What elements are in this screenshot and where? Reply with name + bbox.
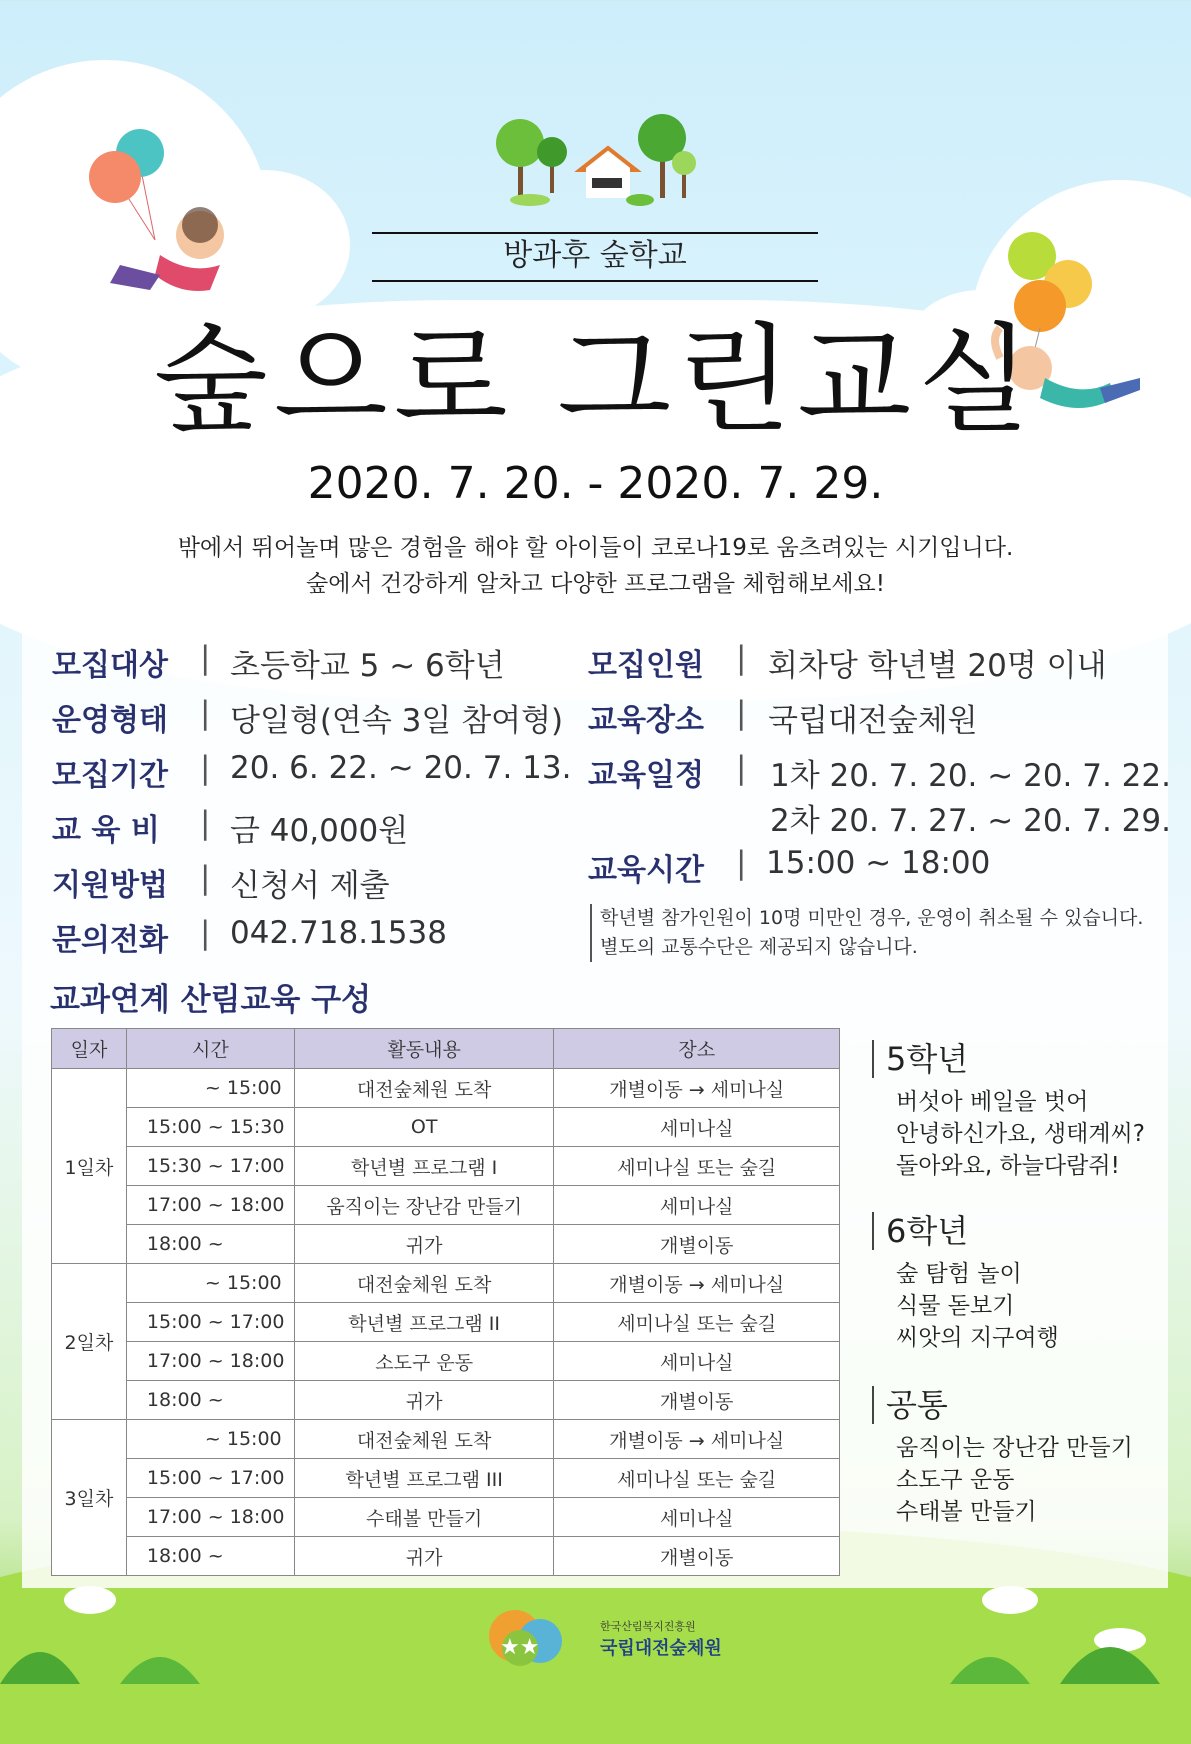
info-row — [52, 640, 572, 684]
info-value: 회차당 학년별 20명 이내 — [768, 648, 1107, 684]
info-label: 교육장소 — [588, 703, 704, 738]
divider: | — [200, 640, 211, 676]
info-label: 지원방법 — [52, 868, 168, 903]
place-cell: 세미나실 — [554, 1186, 840, 1225]
place-cell: 개별이동 → 세미나실 — [554, 1420, 840, 1459]
info-label: 교육시간 — [588, 853, 704, 888]
divider: | — [200, 915, 211, 951]
page-title: 숲으로 그린교실 — [153, 311, 1038, 449]
time-cell: 15:00 ~ 15:30 — [126, 1108, 294, 1147]
grade-title: 5학년 — [872, 1040, 1145, 1078]
table-row — [52, 1498, 840, 1537]
time-cell: 15:30 ~ 17:00 — [126, 1147, 294, 1186]
table-row — [52, 1459, 840, 1498]
table-row — [52, 1264, 840, 1303]
activity-cell: 소도구 운동 — [294, 1342, 554, 1381]
list-item: 씨앗의 지구여행 — [896, 1325, 1059, 1351]
info-row — [52, 750, 572, 793]
info-row — [588, 845, 1158, 888]
activity-cell: 대전숲체원 도착 — [294, 1069, 554, 1108]
grade-title: 공통 — [872, 1386, 1133, 1424]
info-row — [52, 805, 572, 849]
intro-line: 밖에서 뛰어놀며 많은 경험을 해야 할 아이들이 코로나19로 움츠려있는 시기입니다. — [177, 535, 1014, 561]
forest-logo-icon — [480, 1606, 580, 1666]
intro-line: 숲에서 건강하게 알차고 다양한 프로그램을 체험해보세요! — [305, 571, 885, 597]
list-item: 숲 탐험 놀이 — [896, 1261, 1022, 1287]
column-header: 활동내용 — [294, 1029, 554, 1069]
place-cell: 개별이동 — [554, 1225, 840, 1264]
intro-text — [0, 530, 1191, 602]
info-label: 문의전화 — [52, 923, 168, 958]
grade-title: 6학년 — [872, 1212, 1059, 1250]
info-row — [588, 640, 1158, 684]
list-item: 수태볼 만들기 — [896, 1499, 1037, 1525]
activity-cell: 귀가 — [294, 1225, 554, 1264]
info-row — [588, 750, 1171, 840]
table-row — [52, 1342, 840, 1381]
place-cell: 세미나실 또는 숲길 — [554, 1459, 840, 1498]
table-row — [52, 1147, 840, 1186]
info-label: 교 육 비 — [52, 813, 160, 848]
time-cell: ~ 15:00 — [126, 1420, 294, 1459]
info-left — [52, 640, 572, 960]
activity-cell: 학년별 프로그램 II — [294, 1303, 554, 1342]
activity-cell: 학년별 프로그램 III — [294, 1459, 554, 1498]
place-cell: 개별이동 — [554, 1537, 840, 1576]
time-cell: 18:00 ~ — [126, 1225, 294, 1264]
divider: | — [736, 750, 747, 786]
info-row — [52, 915, 572, 958]
info-value: 당일형(연속 3일 참여형) — [230, 703, 564, 739]
info-row — [52, 860, 572, 904]
org-parent-name: 한국산림복지진흥원 — [600, 1620, 696, 1633]
activity-cell: 귀가 — [294, 1381, 554, 1420]
time-cell: 17:00 ~ 18:00 — [126, 1342, 294, 1381]
org-name: 국립대전숲체원 — [600, 1638, 722, 1659]
time-cell: 17:00 ~ 18:00 — [126, 1498, 294, 1537]
list-item: 움직이는 장난감 만들기 — [896, 1435, 1133, 1461]
table-row — [52, 1108, 840, 1147]
info-label: 모집기간 — [52, 758, 168, 793]
place-cell: 세미나실 또는 숲길 — [554, 1303, 840, 1342]
info-right — [588, 640, 1171, 900]
divider: | — [200, 860, 211, 896]
list-item: 버섯아 베일을 벗어 — [896, 1089, 1089, 1115]
info-row — [588, 695, 1158, 739]
info-label: 모집인원 — [588, 648, 704, 683]
divider: | — [736, 695, 747, 731]
time-cell: ~ 15:00 — [126, 1264, 294, 1303]
list-item: 돌아와요, 하늘다람쥐! — [896, 1153, 1120, 1179]
list-item: 안녕하신가요, 생태계씨? — [896, 1121, 1146, 1147]
info-row — [52, 695, 572, 739]
column-header: 일자 — [52, 1029, 127, 1069]
svg-text:★★: ★★ — [500, 1635, 540, 1660]
info-label: 모집대상 — [52, 648, 168, 683]
place-cell: 개별이동 — [554, 1381, 840, 1420]
notice-line: 별도의 교통수단은 제공되지 않습니다. — [600, 936, 918, 958]
grade-5-list — [872, 1040, 1145, 1182]
notice-line: 학년별 참가인원이 10명 미만인 경우, 운영이 취소될 수 있습니다. — [600, 907, 1144, 929]
house-trees-illustration — [490, 108, 700, 208]
section-title: 교과연계 산림교육 구성 — [50, 982, 372, 1018]
info-label: 교육일정 — [588, 758, 704, 793]
table-row — [52, 1303, 840, 1342]
table-row — [52, 1381, 840, 1420]
list-item: 소도구 운동 — [896, 1467, 1015, 1493]
activity-cell: OT — [294, 1108, 554, 1147]
place-cell: 세미나실 또는 숲길 — [554, 1147, 840, 1186]
common-list — [872, 1386, 1133, 1528]
info-value: 초등학교 5 ~ 6학년 — [230, 648, 505, 684]
info-value: 042.718.1538 — [230, 915, 447, 951]
divider: | — [200, 695, 211, 731]
activity-cell: 수태볼 만들기 — [294, 1498, 554, 1537]
grade-items — [872, 1086, 1145, 1182]
activity-cell: 학년별 프로그램 I — [294, 1147, 554, 1186]
divider: | — [736, 845, 747, 881]
time-cell: 17:00 ~ 18:00 — [126, 1186, 294, 1225]
info-value: 2차 20. 7. 27. ~ 20. 7. 29. — [770, 803, 1171, 839]
day-cell: 1일차 — [52, 1069, 127, 1264]
place-cell: 개별이동 → 세미나실 — [554, 1069, 840, 1108]
activity-cell: 대전숲체원 도착 — [294, 1264, 554, 1303]
place-cell: 세미나실 — [554, 1342, 840, 1381]
table-row — [52, 1186, 840, 1225]
grade-items — [872, 1258, 1059, 1354]
child-balloons-left-illustration — [60, 125, 230, 305]
info-value: 신청서 제출 — [230, 868, 390, 904]
activity-cell: 움직이는 장난감 만들기 — [294, 1186, 554, 1225]
day-cell: 3일차 — [52, 1420, 127, 1576]
info-value: 1차 20. 7. 20. ~ 20. 7. 22. — [770, 758, 1171, 794]
grade-items — [872, 1432, 1133, 1528]
activity-cell: 대전숲체원 도착 — [294, 1420, 554, 1459]
time-cell: ~ 15:00 — [126, 1069, 294, 1108]
activity-cell: 귀가 — [294, 1537, 554, 1576]
notice — [590, 904, 1143, 962]
table-header-row — [52, 1029, 840, 1069]
time-cell: 18:00 ~ — [126, 1381, 294, 1420]
grade-6-list — [872, 1212, 1059, 1354]
divider: | — [200, 805, 211, 841]
info-value: 국립대전숲체원 — [768, 703, 978, 739]
schedule-table — [51, 1028, 840, 1576]
time-cell: 18:00 ~ — [126, 1537, 294, 1576]
time-cell: 15:00 ~ 17:00 — [126, 1303, 294, 1342]
program-subtitle: 방과후 숲학교 — [372, 232, 818, 282]
info-value: 금 40,000원 — [230, 813, 409, 849]
info-value: 20. 6. 22. ~ 20. 7. 13. — [230, 750, 572, 786]
program-dates: 2020. 7. 20. - 2020. 7. 29. — [307, 458, 884, 509]
time-cell: 15:00 ~ 17:00 — [126, 1459, 294, 1498]
place-cell: 개별이동 → 세미나실 — [554, 1264, 840, 1303]
info-label: 운영형태 — [52, 703, 168, 738]
table-row — [52, 1225, 840, 1264]
place-cell: 세미나실 — [554, 1108, 840, 1147]
divider: | — [200, 750, 211, 786]
list-item: 식물 돋보기 — [896, 1293, 1015, 1319]
column-header: 시간 — [126, 1029, 294, 1069]
place-cell: 세미나실 — [554, 1498, 840, 1537]
divider: | — [736, 640, 747, 676]
day-cell: 2일차 — [52, 1264, 127, 1420]
org-logo — [480, 1602, 730, 1672]
table-row — [52, 1420, 840, 1459]
info-value: 15:00 ~ 18:00 — [766, 845, 991, 881]
column-header: 장소 — [554, 1029, 840, 1069]
table-row — [52, 1069, 840, 1108]
